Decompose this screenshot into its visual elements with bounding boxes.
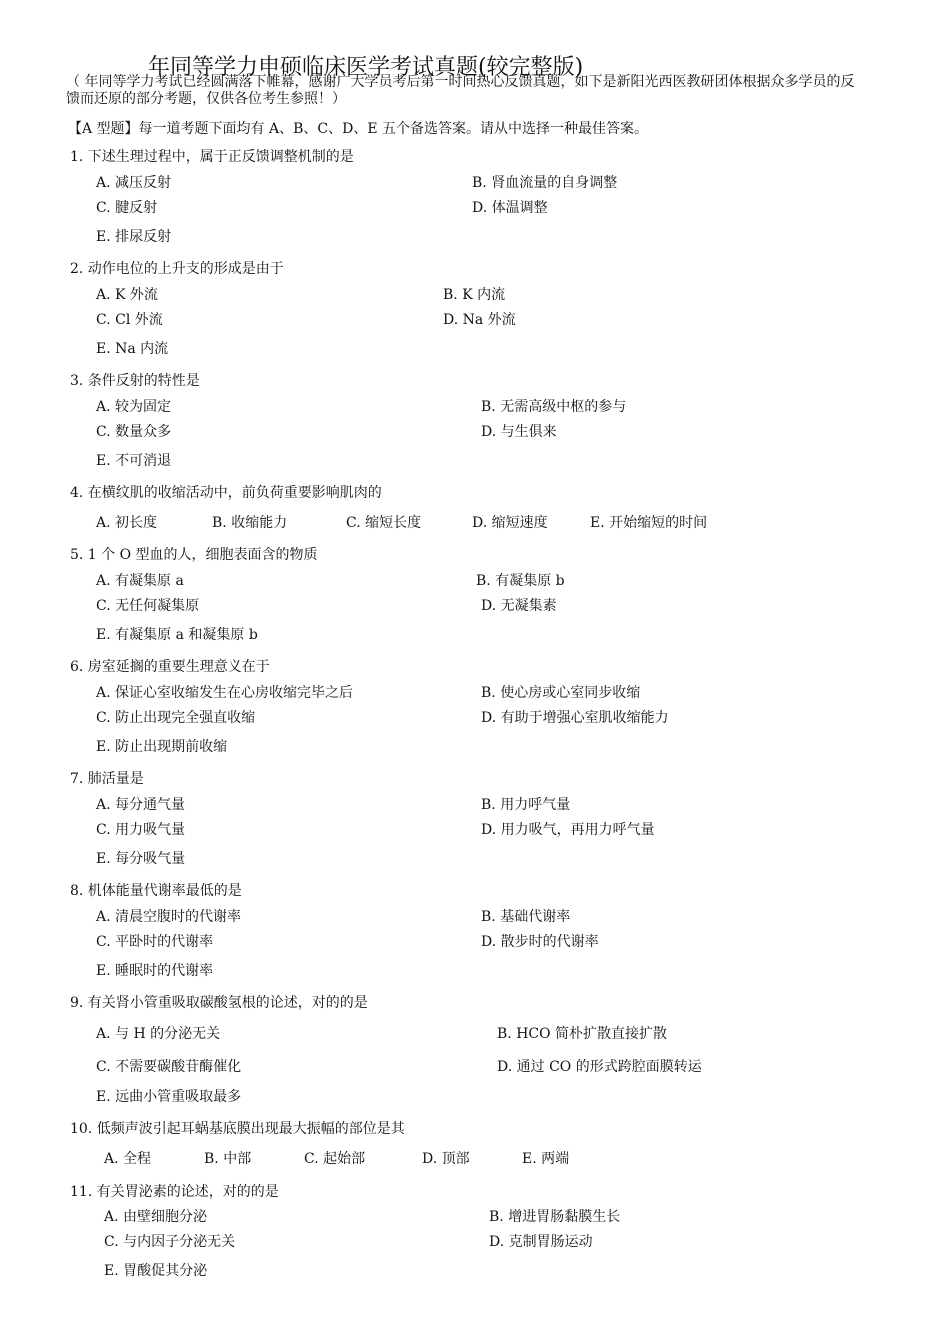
option-a: A. 有凝集原 a	[96, 573, 184, 589]
question-stem: 6. 房室延搁的重要生理意义在于	[70, 659, 270, 675]
question-stem: 8. 机体能量代谢率最低的是	[70, 883, 242, 899]
option-a: A. 全程	[104, 1151, 152, 1167]
option-c: C. Cl 外流	[96, 312, 163, 328]
option-c: C. 不需要碳酸苷酶催化	[96, 1059, 242, 1075]
option-a: A. 清晨空腹时的代谢率	[96, 909, 242, 925]
option-a: A. 较为固定	[96, 399, 172, 415]
option-c: C. 防止出现完全强直收缩	[96, 710, 256, 726]
option-b: B. 基础代谢率	[481, 909, 571, 925]
option-a: A. 与 H 的分泌无关	[96, 1026, 221, 1042]
option-d: D. 体温调整	[472, 200, 548, 216]
question-stem: 2. 动作电位的上升支的形成是由于	[70, 261, 284, 277]
option-c: C. 平卧时的代谢率	[96, 934, 214, 950]
option-b: B. 肾血流量的自身调整	[472, 175, 618, 191]
option-b: B. 使心房或心室同步收缩	[481, 685, 641, 701]
option-d: D. 顶部	[422, 1151, 470, 1167]
option-b: B. 有凝集原 b	[476, 573, 565, 589]
document-title: 年同等学力申硕临床医学考试真题(较完整版)	[148, 55, 584, 80]
option-b: B. 增进胃肠黏膜生长	[489, 1209, 621, 1225]
option-b: B. 中部	[204, 1151, 252, 1167]
option-d: D. 缩短速度	[472, 515, 548, 531]
option-a: A. 减压反射	[96, 175, 172, 191]
section-instruction: 【A 型题】每一道考题下面均有 A、B、C、D、E 五个备选答案。请从中选择一种最佳答案。	[68, 121, 649, 137]
option-e: E. 两端	[522, 1151, 570, 1167]
option-e: E. 防止出现期前收缩	[96, 739, 228, 755]
question-stem: 3. 条件反射的特性是	[70, 373, 200, 389]
option-d: D. Na 外流	[443, 312, 516, 328]
option-a: A. 每分通气量	[96, 797, 186, 813]
option-d: D. 散步时的代谢率	[481, 934, 599, 950]
question-stem: 10. 低频声波引起耳蜗基底膜出现最大振幅的部位是其	[70, 1121, 405, 1137]
option-d: D. 与生俱来	[481, 424, 557, 440]
option-e: E. 睡眠时的代谢率	[96, 963, 214, 979]
question-stem: 5. 1 个 O 型血的人，细胞表面含的物质	[70, 547, 318, 563]
option-a: A. 初长度	[96, 515, 158, 531]
option-e: E. 有凝集原 a 和凝集原 b	[96, 627, 258, 643]
option-c: C. 起始部	[304, 1151, 366, 1167]
option-d: D. 通过 CO 的形式跨腔面膜转运	[497, 1059, 702, 1075]
option-c: C. 与内因子分泌无关	[104, 1234, 236, 1250]
option-b: B. 无需高级中枢的参与	[481, 399, 627, 415]
option-a: A. 由壁细胞分泌	[104, 1209, 208, 1225]
option-c: C. 用力吸气量	[96, 822, 186, 838]
intro-paragraph: （ 年同等学力考试已经圆满落下帷幕，感谢广大学员考后第一时间热心反馈真题，如下是新阳光西医教研团体根据众多学员的反馈而还原的部分考题，仅供各位考生参照！）	[66, 74, 855, 107]
option-c: C. 数量众多	[96, 424, 172, 440]
option-c: C. 缩短长度	[346, 515, 422, 531]
option-d: D. 用力吸气，再用力呼气量	[481, 822, 655, 838]
option-c: C. 腱反射	[96, 200, 158, 216]
option-a: A. 保证心室收缩发生在心房收缩完毕之后	[96, 685, 354, 701]
option-d: D. 克制胃肠运动	[489, 1234, 593, 1250]
option-b: B. K 内流	[443, 287, 506, 303]
question-stem: 11. 有关胃泌素的论述，对的的是	[70, 1184, 279, 1200]
option-e: E. 每分吸气量	[96, 851, 186, 867]
option-b: B. 用力呼气量	[481, 797, 571, 813]
question-stem: 9. 有关肾小管重吸取碳酸氢根的论述，对的的是	[70, 995, 368, 1011]
option-d: D. 有助于增强心室肌收缩能力	[481, 710, 669, 726]
option-b: B. 收缩能力	[212, 515, 288, 531]
option-c: C. 无任何凝集原	[96, 598, 200, 614]
option-b: B. HCO 简朴扩散直接扩散	[497, 1026, 668, 1042]
option-e: E. 排尿反射	[96, 229, 172, 245]
option-e: E. 远曲小管重吸取最多	[96, 1089, 242, 1105]
question-stem: 1. 下述生理过程中，属于正反馈调整机制的是	[70, 149, 354, 165]
option-e: E. 不可消退	[96, 453, 172, 469]
question-stem: 4. 在横纹肌的收缩活动中，前负荷重要影响肌肉的	[70, 485, 382, 501]
option-d: D. 无凝集素	[481, 598, 557, 614]
option-a: A. K 外流	[96, 287, 158, 303]
question-stem: 7. 肺活量是	[70, 771, 144, 787]
option-e: E. 开始缩短的时间	[590, 515, 708, 531]
option-e: E. 胃酸促其分泌	[104, 1263, 208, 1279]
option-e: E. Na 内流	[96, 341, 169, 357]
